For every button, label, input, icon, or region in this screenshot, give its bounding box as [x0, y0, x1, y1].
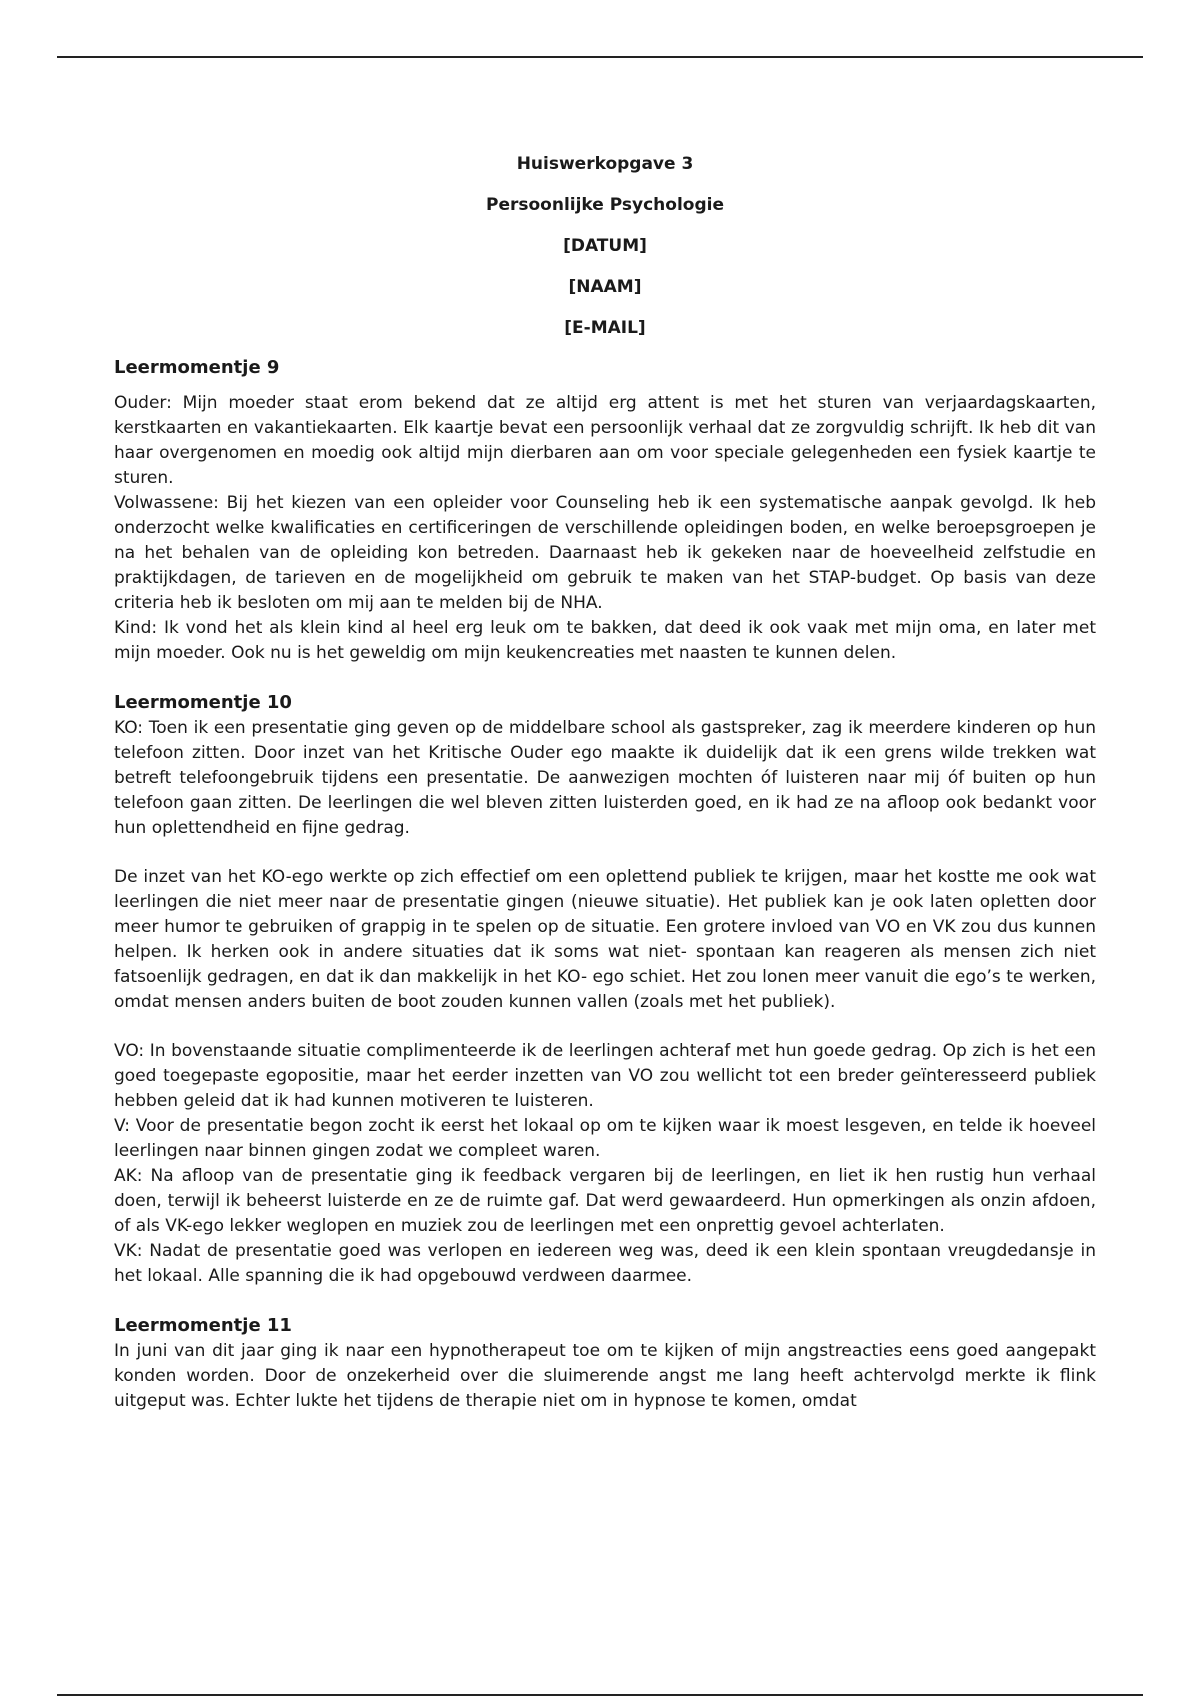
section-heading-11: Leermomentje 11	[114, 1315, 292, 1336]
paragraph-v: V: Voor de presentatie begon zocht ik eerst het lokaal op om te kijken waar ik moest lesgeven, en telde ik hoeveel leerlingen naar binnen gingen zodat we compleet waren.	[114, 1116, 1096, 1161]
paragraph-hypnotherapie: In juni van dit jaar ging ik naar een hypnotherapeut toe om te kijken of mijn angstreacties eens goed aangepakt konden worden. Door de onzekerheid over die sluimerende angst me lang heeft achtervolgd merkte ik flink uitgeput was. Echter lukte het tijdens de therapie niet om in hypnose te komen, omdat	[114, 1341, 1096, 1411]
document-title: Huiswerkopgave 3	[516, 154, 694, 174]
paragraph-ak: AK: Na afloop van de presentatie ging ik feedback vergaren bij de leerlingen, en liet ik hen rustig hun verhaal doen, terwijl ik beheerst luisterde en ze de ruimte gaf. Dat werd gewaardeerd. Hun opmerkingen als onzin afdoen, of als VK-ego lekker weglopen en muziek zou de leerlingen met een onprettig gevoel achterlaten.	[114, 1166, 1096, 1236]
bottom-rule	[57, 1694, 1143, 1696]
paragraph-vo: VO: In bovenstaande situatie complimenteerde ik de leerlingen achteraf met hun goede gedrag. Op zich is het een goed toegepaste egopositie, maar het eerder inzetten van VO zou wellicht tot een breder geïnteresseerd publiek hebben geleid dat ik had kunnen motiveren te luisteren.	[114, 1041, 1096, 1111]
section-heading-9: Leermomentje 9	[114, 357, 280, 378]
paragraph-kind: Kind: Ik vond het als klein kind al heel erg leuk om te bakken, dat deed ik ook vaak met mijn oma, en later met mijn moeder. Ook nu is het geweldig om mijn keukencreaties met naasten te kunnen delen.	[114, 618, 1096, 663]
paragraph-ouder: Ouder: Mijn moeder staat erom bekend dat ze altijd erg attent is met het sturen van verjaardagskaarten, kerstkaarten en vakantiekaarten. Elk kaartje bevat een persoonlijk verhaal dat ze zorgvuldig schrijft. Ik heb dit van haar overgenomen en moedig ook altijd mijn dierbaren aan om voor speciale gelegenheden een fysiek kaartje te sturen.	[114, 393, 1096, 488]
paragraph-vk: VK: Nadat de presentatie goed was verlopen en iedereen weg was, deed ik een klein spontaan vreugdedansje in het lokaal. Alle spanning die ik had opgebouwd verdween daarmee.	[114, 1241, 1096, 1286]
document-page	[114, 150, 1096, 1414]
name-placeholder: [NAAM]	[568, 277, 642, 297]
top-rule	[57, 56, 1143, 58]
section-heading-10: Leermomentje 10	[114, 692, 292, 713]
paragraph-volwassene: Volwassene: Bij het kiezen van een opleider voor Counseling heb ik een systematische aanpak gevolgd. Ik heb onderzocht welke kwalificaties en certificeringen de verschillende opleidingen boden, en welke beroepsgroepen je na het behalen van de opleiding kon betreden. Daarnaast heb ik gekeken naar de hoeveelheid zelfstudie en praktijkdagen, de tarieven en de mogelijkheid om gebruik te maken van het STAP-budget. Op basis van deze criteria heb ik besloten om mij aan te melden bij de NHA.	[114, 493, 1096, 613]
title-block	[114, 150, 1096, 355]
document-body	[114, 355, 1096, 1414]
date-placeholder: [DATUM]	[563, 236, 647, 256]
email-placeholder: [E-MAIL]	[564, 318, 646, 338]
paragraph-ko-reflection: De inzet van het KO-ego werkte op zich effectief om een oplettend publiek te krijgen, maar het kostte me ook wat leerlingen die niet meer naar de presentatie gingen (nieuwe situatie). Het publiek kan je ook laten opletten door meer humor te gebruiken of grappig in te spelen op de situatie. Een grotere invloed van VO en VK zou dus kunnen helpen. Ik herken ook in andere situaties dat ik soms wat niet- spontaan kan reageren als mensen zich niet fatsoenlijk gedragen, en dat ik dan makkelijk in het KO- ego schiet. Het zou lonen meer vanuit die ego’s te werken, omdat mensen anders buiten de boot zouden kunnen vallen (zoals met het publiek).	[114, 867, 1096, 1012]
paragraph-ko: KO: Toen ik een presentatie ging geven op de middelbare school als gastspreker, zag ik meerdere kinderen op hun telefoon zitten. Door inzet van het Kritische Ouder ego maakte ik duidelijk dat ik een grens wilde trekken wat betreft telefoongebruik tijdens een presentatie. De aanwezigen mochten óf luisteren naar mij óf buiten op hun telefoon gaan zitten. De leerlingen die wel bleven zitten luisterden goed, en ik had ze na afloop ook bedankt voor hun oplettendheid en fijne gedrag.	[114, 718, 1096, 838]
course-name: Persoonlijke Psychologie	[486, 195, 724, 215]
